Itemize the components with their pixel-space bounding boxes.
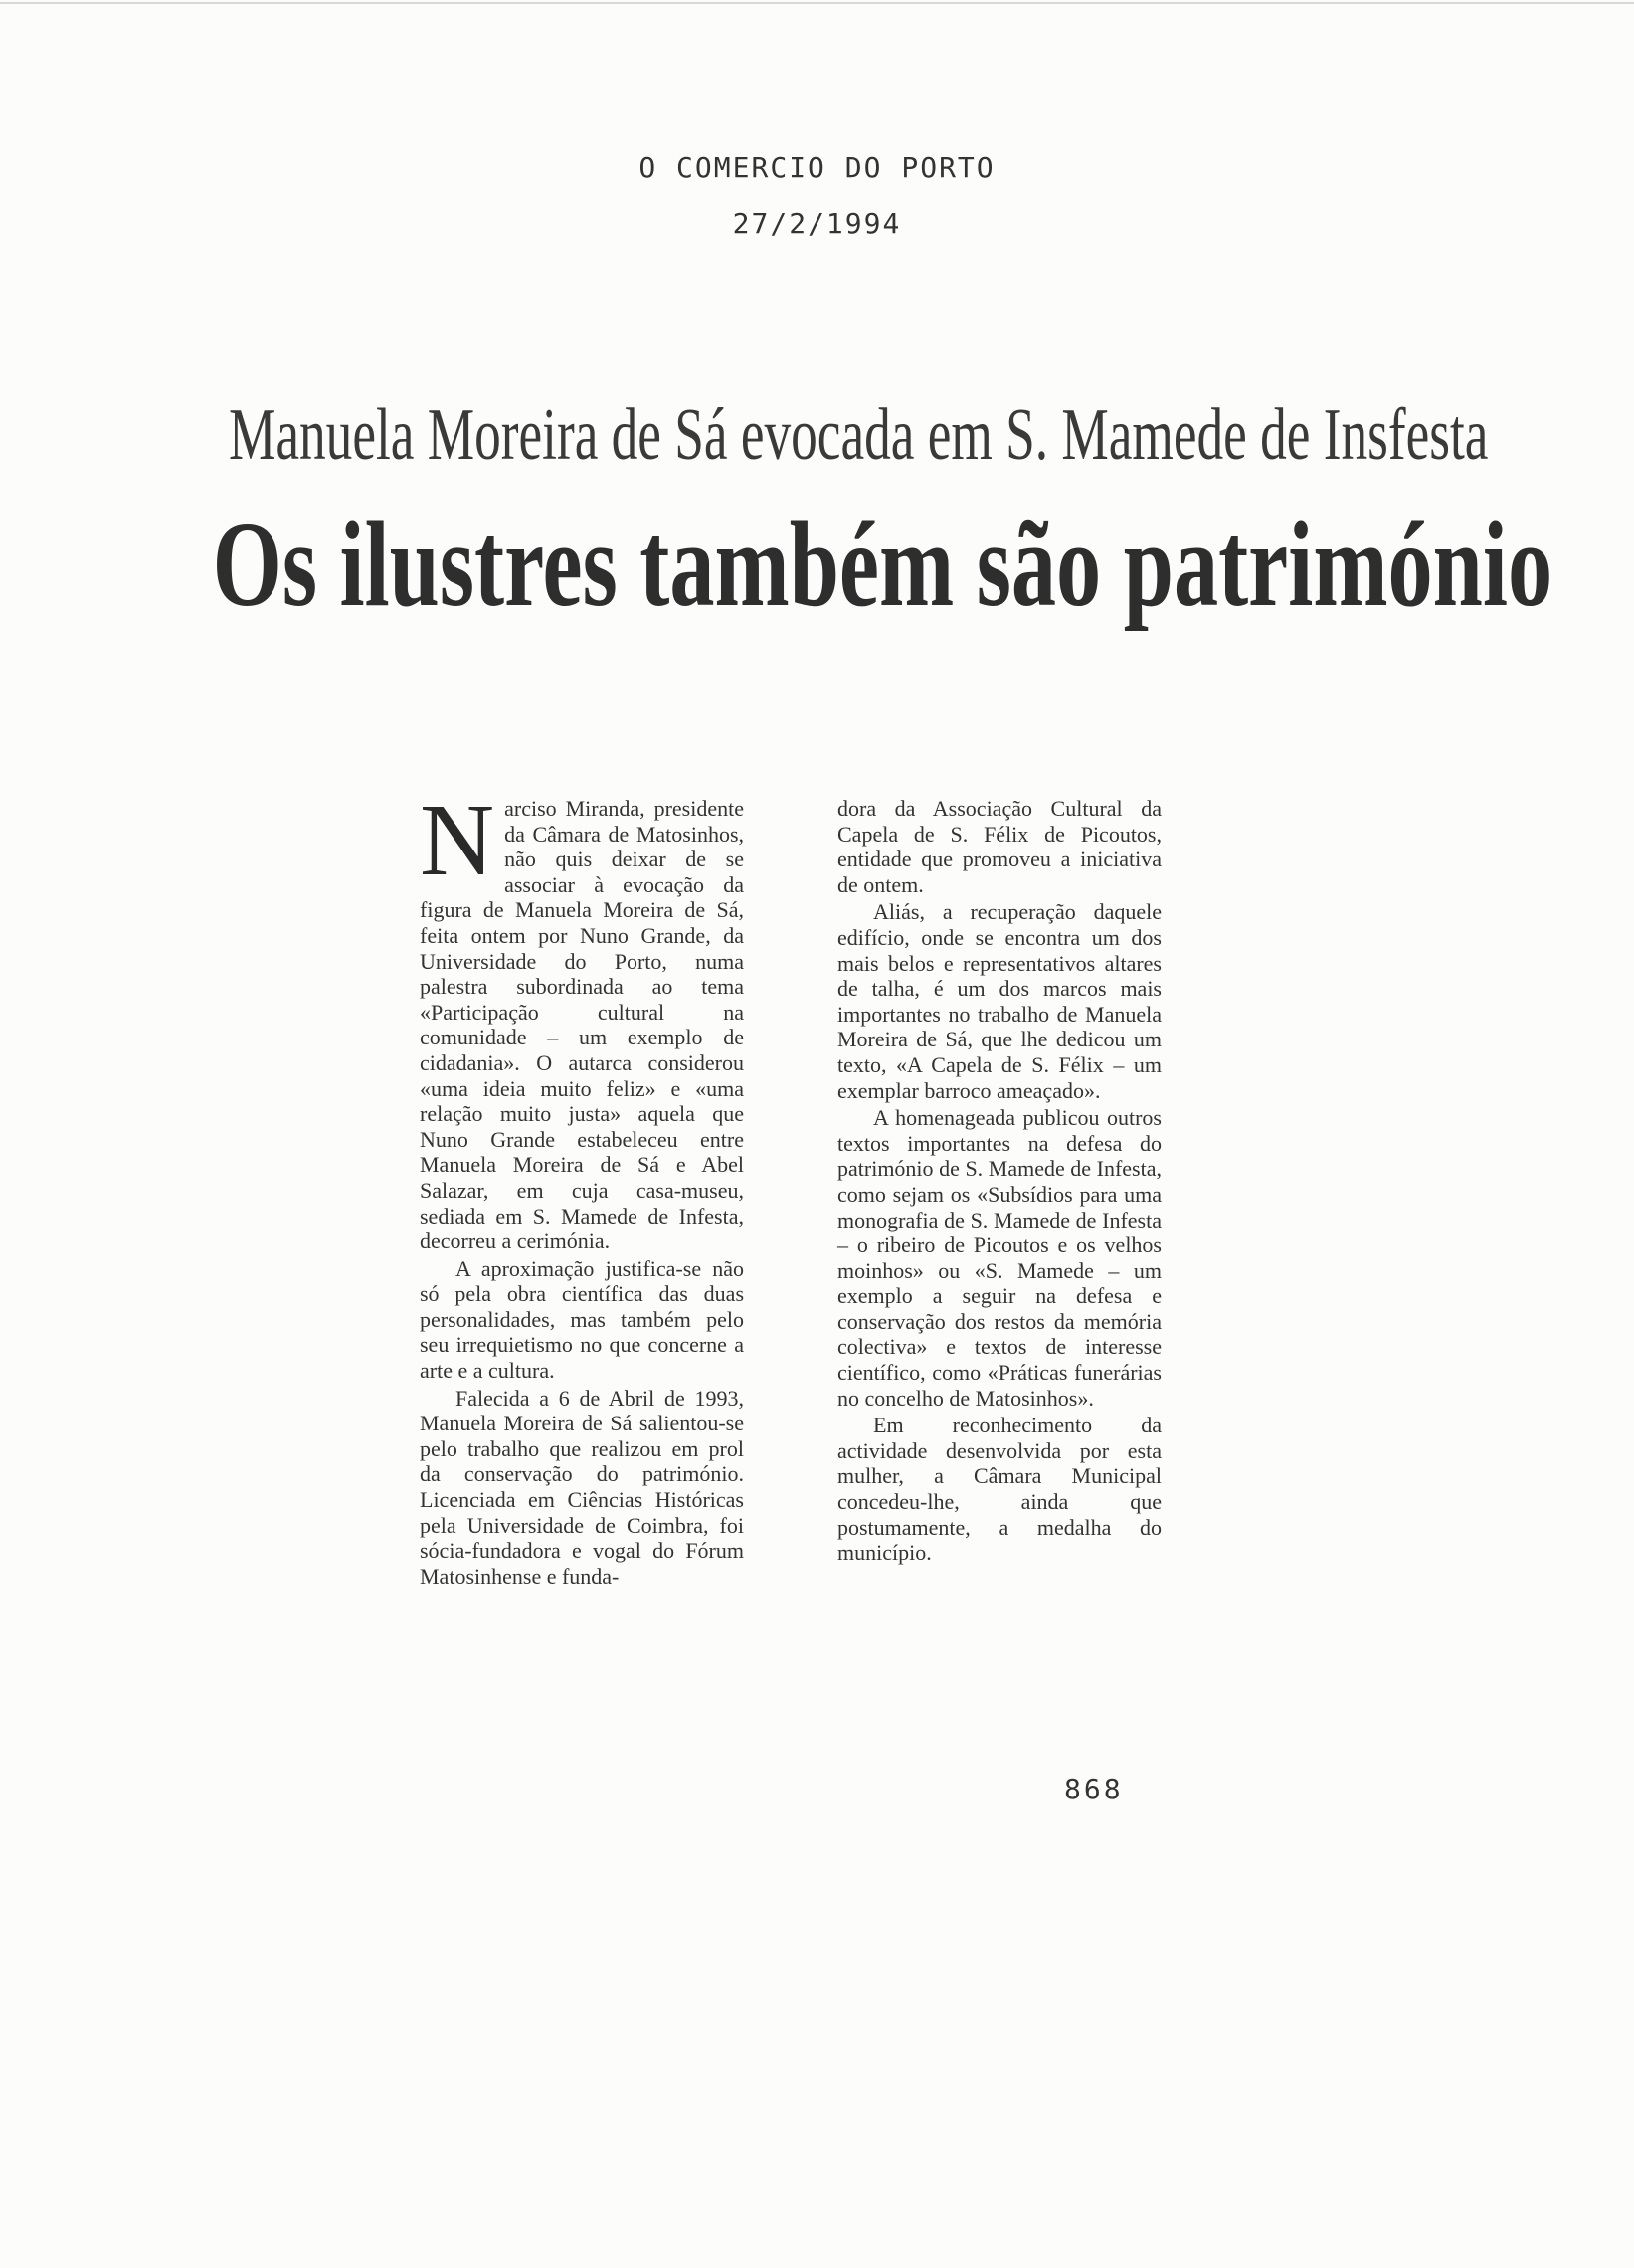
article-paragraph: A homenageada publicou outros textos importantes na defesa do património de S. Mamede de Infesta, como sejam os «Subsídios para uma monografia de S. Mamede de Infesta – o ribeiro de Picoutos e os velhos moinhos» ou «S. Mamede – um exemplo a seguir na defesa e conservação dos restos da memória colectiva» e textos de interesse científico, como «Práticas funerárias no concelho de Matosinhos». — [837, 1105, 1162, 1411]
article-paragraph: Falecida a 6 de Abril de 1993, Manuela Moreira de Sá salientou-se pelo trabalho que realizou em prol da conservação do património. Licenciada em Ciências Históricas pela Universidade de Coimbra, foi sócia-fundadora e vogal do Fórum Matosinhense e funda- — [420, 1385, 744, 1589]
article-paragraph: A aproximação justifica-se não só pela obra científica das duas personalidades, mas também pelo seu irrequietismo no que concerne a arte e a cultura. — [420, 1255, 744, 1384]
article-paragraph — [420, 783, 744, 1254]
article-paragraph: Aliás, a recuperação daquele edifício, onde se encontra um dos mais belos e representativos altares de talha, é um dos marcos mais importantes no trabalho de Manuela Moreira de Sá, que lhe dedicou um texto, «A Capela de S. Félix – um exemplar barroco ameaçado». — [837, 899, 1162, 1103]
publication-stamp: O COMERCIO DO PORTO — [638, 151, 996, 184]
date-stamp: 27/2/1994 — [732, 207, 902, 240]
article-column-2 — [837, 796, 1162, 1566]
article-paragraph: Em reconhecimento da actividade desenvolvida por esta mulher, a Câmara Municipal concedeu-lhe, ainda que postumamente, a medalha do município. — [837, 1413, 1162, 1566]
page-number: 868 — [1064, 1773, 1124, 1805]
drop-cap: N — [420, 783, 495, 897]
article-kicker: Manuela Moreira de Sá evocada em S. Mamede de Insfesta — [229, 394, 1489, 475]
scan-top-edge — [0, 2, 1634, 4]
article-paragraph: dora da Associação Cultural da Capela de S. Félix de Picoutos, entidade que promoveu a iniciativa de ontem. — [837, 796, 1162, 897]
paragraph-text: arciso Miranda, presidente da Câmara de Matosinhos, não quis deixar de se associar à evocação da figura de Manuela Moreira de Sá, feita ontem por Nuno Grande, da Universidade do Porto, numa palestra subordinada ao tema «Participação cultural na comunidade – um exemplo de cidadania». O autarca considerou «uma ideia muito feliz» e «uma relação muito justa» aquela que Nuno Grande estabeleceu entre Manuela Moreira de Sá e Abel Salazar, em cuja casa-museu, sediada em S. Mamede de Infesta, decorreu a cerimónia. — [420, 796, 744, 1254]
article-headline: Os ilustres também são património — [212, 497, 1553, 632]
article-column-1 — [420, 783, 744, 1589]
